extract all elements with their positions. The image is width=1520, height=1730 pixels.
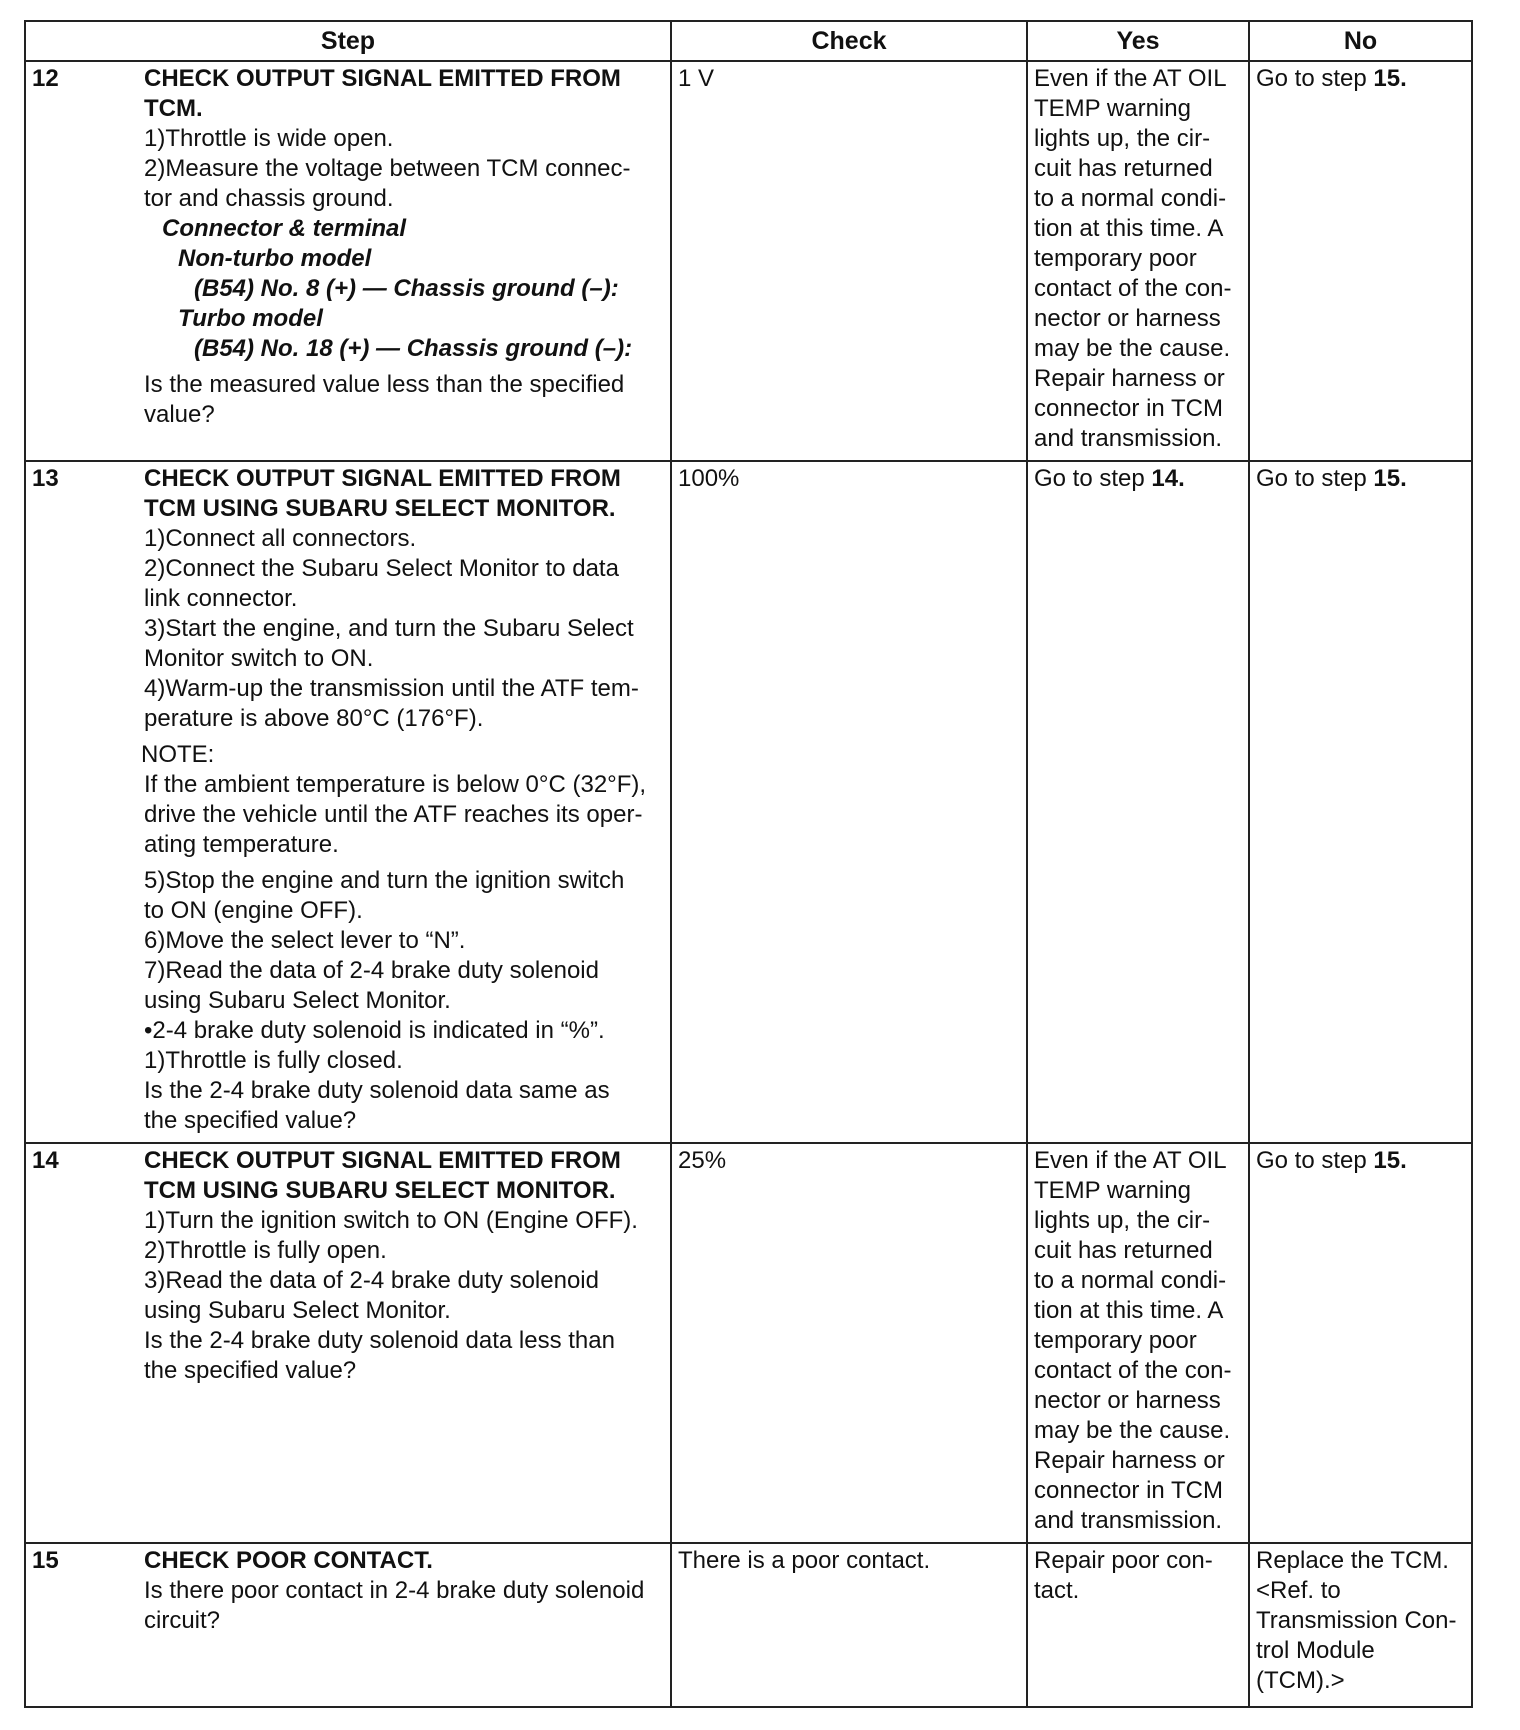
terminal-spec: (B54) No. 8 (+) — Chassis ground (–): <box>194 275 619 302</box>
step-cell <box>25 61 671 461</box>
yes-text: Repair harness or <box>1034 1447 1225 1474</box>
yes-text: to a normal condi- <box>1034 1267 1227 1294</box>
yes-cell <box>1027 461 1249 1143</box>
step-title: TCM USING SUBARU SELECT MONITOR. <box>144 495 616 522</box>
no-cell <box>1249 61 1472 461</box>
yes-text: cuit has returned <box>1034 155 1213 182</box>
step-text: 6)Move the select lever to “N”. <box>144 927 466 954</box>
yes-text: Repair poor con- <box>1034 1547 1213 1574</box>
connector-heading: Connector & terminal <box>162 215 407 242</box>
note-text: If the ambient temperature is below 0°C (32°F), <box>144 771 647 798</box>
yes-text: Repair harness or <box>1034 365 1225 392</box>
model-label: Turbo model <box>178 305 323 332</box>
yes-text: nector or harness <box>1034 1387 1221 1414</box>
no-step-link[interactable]: 15. <box>1373 1147 1407 1174</box>
note-text: drive the vehicle until the ATF reaches its oper- <box>144 801 643 828</box>
step-title: CHECK OUTPUT SIGNAL EMITTED FROM <box>144 465 621 492</box>
yes-text: tact. <box>1034 1577 1080 1604</box>
check-cell: 25% <box>671 1143 1027 1543</box>
step-text: 3)Read the data of 2-4 brake duty solenoid <box>144 1267 599 1294</box>
step-text: using Subaru Select Monitor. <box>144 1297 451 1324</box>
no-cell <box>1249 461 1472 1143</box>
step-title: CHECK OUTPUT SIGNAL EMITTED FROM <box>144 65 621 92</box>
step-question: the specified value? <box>144 1357 357 1384</box>
step-question: the specified value? <box>144 1107 357 1134</box>
yes-text: tion at this time. A <box>1034 215 1224 242</box>
step-text: 2)Measure the voltage between TCM connec- <box>144 155 631 182</box>
reference-link[interactable]: (TCM).> <box>1256 1667 1345 1694</box>
yes-text: temporary poor <box>1034 245 1197 272</box>
table-row <box>25 461 1472 1143</box>
reference-link[interactable]: trol Module <box>1256 1637 1375 1664</box>
header-no: No <box>1249 21 1472 61</box>
yes-text: Go to step <box>1034 465 1152 492</box>
step-title: CHECK OUTPUT SIGNAL EMITTED FROM <box>144 1147 621 1174</box>
step-text: using Subaru Select Monitor. <box>144 987 451 1014</box>
yes-text: connector in TCM <box>1034 1477 1223 1504</box>
step-text: perature is above 80°C (176°F). <box>144 705 484 732</box>
check-cell: 100% <box>671 461 1027 1143</box>
step-question: Is the 2-4 brake duty solenoid data less than <box>144 1327 615 1354</box>
no-step-link[interactable]: 15. <box>1373 465 1407 492</box>
table-row <box>25 1143 1472 1543</box>
step-cell <box>25 1143 671 1543</box>
step-cell <box>25 1543 671 1707</box>
step-question: circuit? <box>144 1607 221 1634</box>
yes-text: and transmission. <box>1034 425 1223 452</box>
step-text: tor and chassis ground. <box>144 185 394 212</box>
step-text: 7)Read the data of 2-4 brake duty solenoid <box>144 957 599 984</box>
no-text: Go to step <box>1256 465 1374 492</box>
step-number: 14 <box>32 1147 59 1174</box>
yes-step-link[interactable]: 14. <box>1151 465 1185 492</box>
step-text: 1)Throttle is wide open. <box>144 125 394 152</box>
table-row <box>25 61 1472 461</box>
yes-text: tion at this time. A <box>1034 1297 1224 1324</box>
check-cell: There is a poor contact. <box>671 1543 1027 1707</box>
step-number: 13 <box>32 465 59 492</box>
yes-text: may be the cause. <box>1034 335 1231 362</box>
yes-text: connector in TCM <box>1034 395 1223 422</box>
no-text: Replace the TCM. <box>1256 1547 1449 1574</box>
yes-text: and transmission. <box>1034 1507 1223 1534</box>
step-title: CHECK POOR CONTACT. <box>144 1547 433 1574</box>
yes-text: contact of the con- <box>1034 275 1232 302</box>
reference-link[interactable]: <Ref. to <box>1256 1577 1341 1604</box>
yes-text: may be the cause. <box>1034 1417 1231 1444</box>
no-cell <box>1249 1143 1472 1543</box>
step-text: 4)Warm-up the transmission until the ATF tem- <box>144 675 639 702</box>
no-text: Go to step <box>1256 65 1374 92</box>
step-text: 5)Stop the engine and turn the ignition switch <box>144 867 625 894</box>
step-text: 1)Connect all connectors. <box>144 525 417 552</box>
step-number: 12 <box>32 65 59 92</box>
step-question: Is the 2-4 brake duty solenoid data same as <box>144 1077 610 1104</box>
step-text: 1)Throttle is fully closed. <box>144 1047 403 1074</box>
yes-text: contact of the con- <box>1034 1357 1232 1384</box>
step-text: 3)Start the engine, and turn the Subaru Select <box>144 615 634 642</box>
yes-text: nector or harness <box>1034 305 1221 332</box>
yes-text: TEMP warning <box>1034 1177 1191 1204</box>
header-step: Step <box>25 21 671 61</box>
step-text: 1)Turn the ignition switch to ON (Engine OFF). <box>144 1207 638 1234</box>
yes-text: temporary poor <box>1034 1327 1197 1354</box>
step-text: link connector. <box>144 585 298 612</box>
step-text: 2)Throttle is fully open. <box>144 1237 387 1264</box>
no-cell <box>1249 1543 1472 1707</box>
yes-text: Even if the AT OIL <box>1034 65 1227 92</box>
yes-cell <box>1027 1143 1249 1543</box>
step-number: 15 <box>32 1547 59 1574</box>
step-text: to ON (engine OFF). <box>144 897 363 924</box>
note-text: ating temperature. <box>144 831 339 858</box>
step-title: TCM. <box>144 95 203 122</box>
header-yes: Yes <box>1027 21 1249 61</box>
terminal-spec: (B54) No. 18 (+) — Chassis ground (–): <box>194 335 633 362</box>
yes-text: lights up, the cir- <box>1034 1207 1211 1234</box>
yes-cell <box>1027 1543 1249 1707</box>
header-row <box>25 21 1472 61</box>
reference-link[interactable]: Transmission Con- <box>1256 1607 1457 1634</box>
step-text: 2)Connect the Subaru Select Monitor to data <box>144 555 619 582</box>
model-label: Non-turbo model <box>178 245 372 272</box>
step-question: Is the measured value less than the specified <box>144 371 625 398</box>
step-text: Monitor switch to ON. <box>144 645 374 672</box>
step-text: •2-4 brake duty solenoid is indicated in “%”. <box>144 1017 605 1044</box>
yes-text: TEMP warning <box>1034 95 1191 122</box>
yes-text: lights up, the cir- <box>1034 125 1211 152</box>
diagnostic-table <box>24 20 1473 1708</box>
step-cell <box>25 461 671 1143</box>
yes-cell <box>1027 61 1249 461</box>
note-label: NOTE: <box>141 741 215 768</box>
yes-text: to a normal condi- <box>1034 185 1227 212</box>
step-title: TCM USING SUBARU SELECT MONITOR. <box>144 1177 616 1204</box>
no-step-link[interactable]: 15. <box>1373 65 1407 92</box>
step-question: value? <box>144 401 215 428</box>
yes-text: Even if the AT OIL <box>1034 1147 1227 1174</box>
no-text: Go to step <box>1256 1147 1374 1174</box>
table-row <box>25 1543 1472 1707</box>
check-cell: 1 V <box>671 61 1027 461</box>
step-question: Is there poor contact in 2-4 brake duty solenoid <box>144 1577 645 1604</box>
yes-text: cuit has returned <box>1034 1237 1213 1264</box>
header-check: Check <box>671 21 1027 61</box>
